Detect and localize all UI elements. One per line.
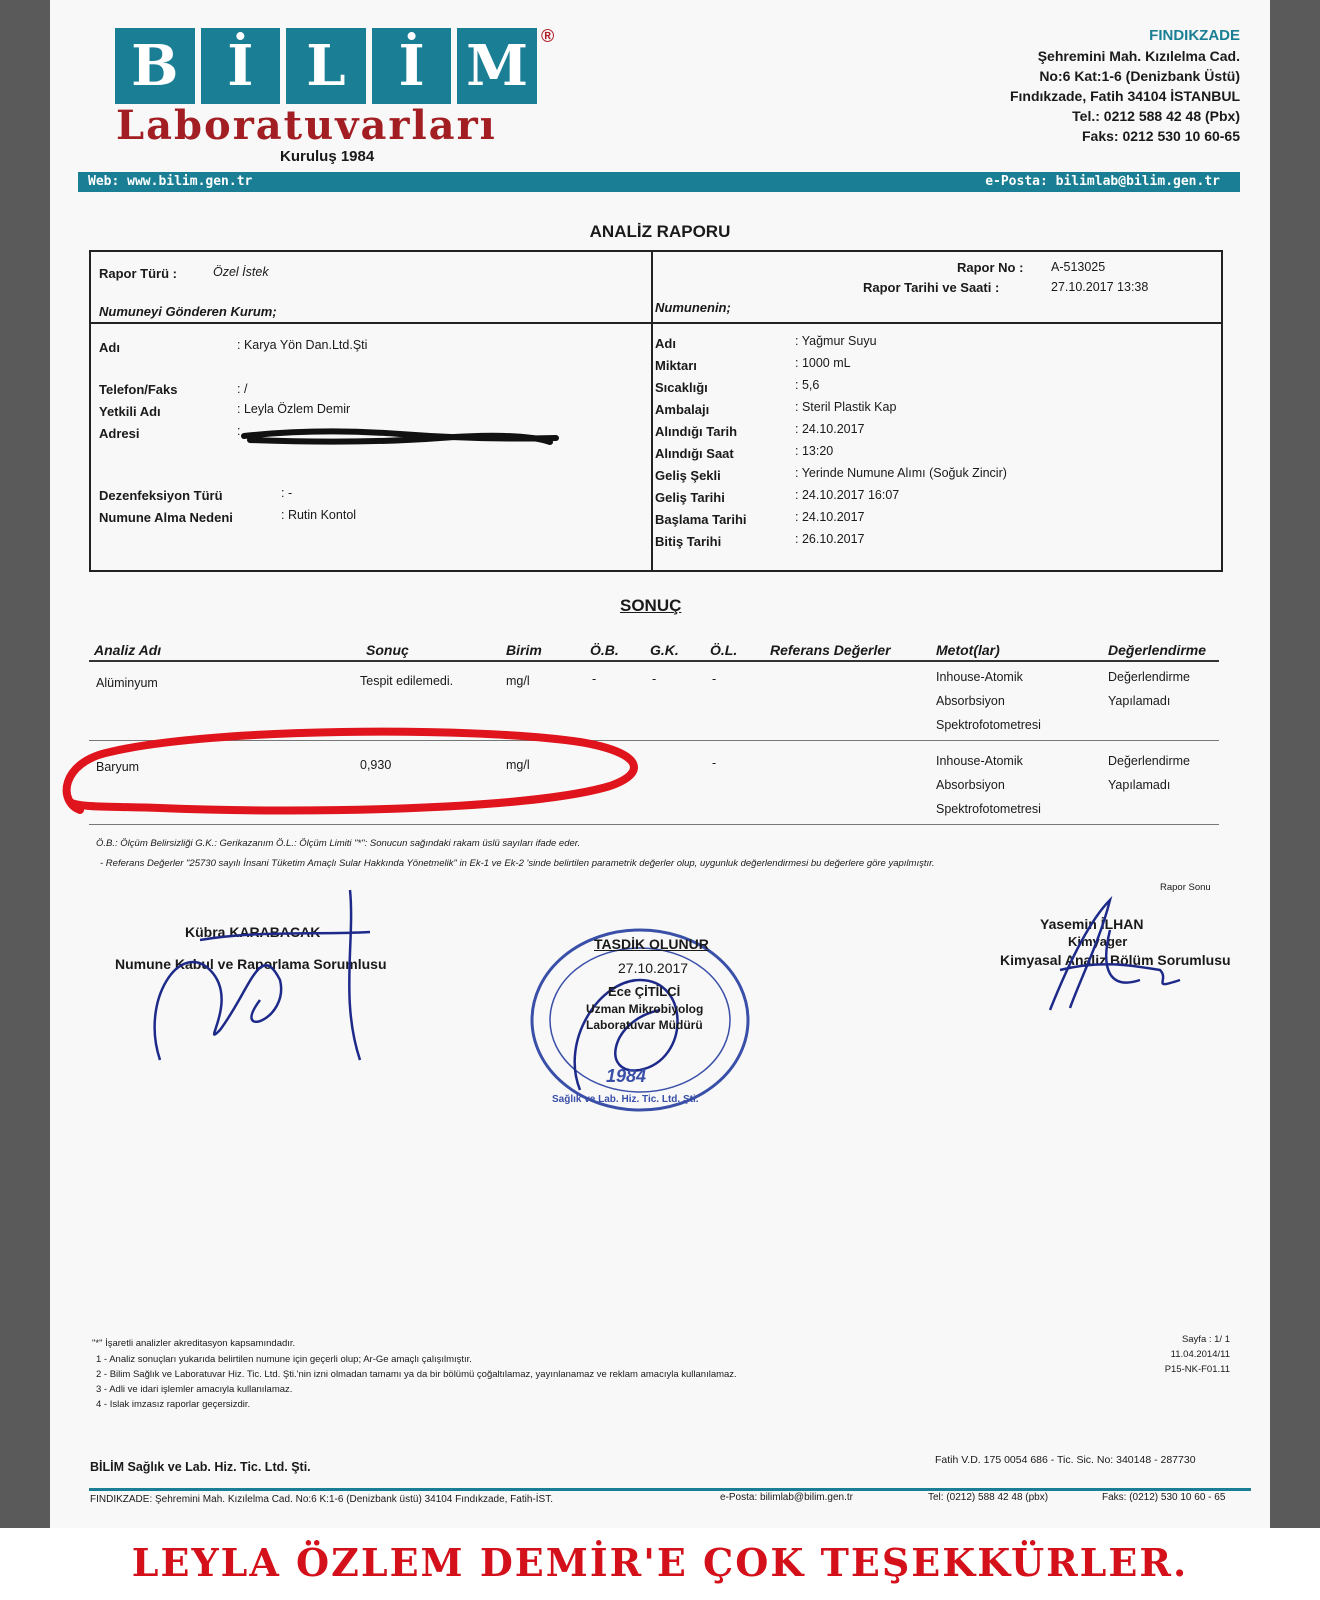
handwritten-signature-left [140,880,380,1080]
signatory-role: Numune Kabul ve Raporlama Sorumlusu [115,956,387,972]
form-code: P15-NK-F01.11 [1164,1364,1230,1375]
logo-subtitle: Laboratuvarları [116,102,497,149]
sample-field-label: Bitiş Tarihi [655,534,722,549]
footnote: 1 - Analiz sonuçları yukarıda belirtilen numune için geçerli olup; Ar-Ge amaçlı çalışılmıştır. [96,1354,472,1365]
sender-section-label: Numuneyi Gönderen Kurum; [99,304,277,319]
footer-line [89,1488,1251,1491]
phone: Tel.: 0212 588 42 48 (Pbx) [1072,108,1240,124]
result-ol: - [712,672,717,686]
result-method: Inhouse-Atomik [936,754,1023,768]
sender-contact-label: Yetkili Adı [99,404,161,419]
table-header-line [89,660,1219,662]
col-ol: Ö.L. [710,642,738,658]
sender-phone-value: : / [237,382,248,396]
sample-field-value: : 24.10.2017 16:07 [795,488,900,502]
sample-field-label: Geliş Tarihi [655,490,725,505]
report-type-label: Rapor Türü : [99,266,177,281]
result-value: 0,930 [360,758,392,772]
disinfection-label: Dezenfeksiyon Türü [99,488,223,503]
report-no-label: Rapor No : [957,260,1024,275]
col-gk: G.K. [650,642,679,658]
sample-field-value: : Yerinde Numune Alımı (Soğuk Zincir) [795,466,1007,480]
logo-letter: İ [201,28,281,104]
footnote: 4 - Islak imzasız raporlar geçersizdir. [96,1399,251,1410]
results-title: SONUÇ [620,596,682,615]
company-logo [115,28,537,104]
sender-address-label: Adresi [99,426,140,441]
result-ol: - [712,756,717,770]
stamp-role: Laboratuvar Müdürü [586,1018,703,1032]
footnote: 3 - Adli ve idari işlemler amacıyla kullanılamaz. [96,1384,293,1395]
sampling-reason-label: Numune Alma Nedeni [99,510,233,525]
logo-letter: B [115,28,195,104]
abbreviation-legend: Ö.B.: Ölçüm Belirsizliği G.K.: Gerikazanım Ö.L.: Ölçüm Limiti "*": Sonucun sağındaki rakam üslü sayıları ifade eder. [96,838,581,849]
fax: Faks: 0212 530 10 60-65 [1081,128,1240,144]
footer-email: e-Posta: bilimlab@bilim.gen.tr [720,1492,853,1503]
stamp-date: 27.10.2017 [618,960,689,976]
sender-name-value: : Karya Yön Dan.Ltd.Şti [237,338,368,352]
report-date-label: Rapor Tarihi ve Saati : [863,280,1000,295]
red-highlight-circle [50,722,650,822]
report-title: ANALİZ RAPORU [589,222,731,241]
handwritten-signature-right [1040,880,1200,1020]
col-evaluation: Değerlendirme [1108,642,1207,658]
footnote: 2 - Bilim Sağlık ve Laboratuvar Hiz. Tic. Ltd. Şti.'nin izni olmadan tamamı ya da bir bölümü çoğaltılamaz, yayınlanamaz ve reklam amacıyla kullanılamaz. [96,1369,737,1380]
sender-phone-label: Telefon/Faks [99,382,178,397]
sampling-reason-value: : Rutin Kontol [281,508,357,522]
sample-field-label: Geliş Şekli [655,468,721,483]
signatory-role: Kimyasal Analiz Bölüm Sorumlusu [1000,952,1231,968]
form-date: 11.04.2014/11 [1170,1349,1230,1360]
sample-field-value: : 24.10.2017 [795,510,865,524]
sample-section-label: Numunenin; [655,300,731,315]
result-ob: - [592,672,597,686]
sample-field-value: : 1000 mL [795,356,851,370]
result-gk: - [652,672,657,686]
col-ob: Ö.B. [590,642,619,658]
sample-field-label: Miktarı [655,358,697,373]
col-analysis-name: Analiz Adı [94,642,162,658]
address-line: No:6 Kat:1-6 (Denizbank Üstü) [1039,68,1240,84]
signatory-name: Kübra KARABACAK [185,924,321,940]
disinfection-value: : - [281,486,293,500]
signatory-name: Yasemin İLHAN [1040,916,1144,932]
sample-field-label: Başlama Tarihi [655,512,747,527]
sample-field-value: : Yağmur Suyu [795,334,877,348]
stamp-name: Ece ÇİTİLCİ [608,984,681,999]
website: Web: www.bilim.gen.tr [88,174,253,189]
result-name: Baryum [96,760,140,774]
sample-field-label: Alındığı Saat [655,446,734,461]
sample-field-label: Alındığı Tarih [655,424,738,439]
result-evaluation: Değerlendirme [1108,670,1190,684]
sample-field-label: Adı [655,336,676,351]
redaction-scribble [240,426,560,448]
stamp-role: Uzman Mikrobiyolog [586,1002,704,1016]
sample-field-value: : 5,6 [795,378,820,392]
sample-field-value: : Steril Plastik Kap [795,400,897,414]
result-method: Spektrofotometresi [936,718,1041,732]
sender-contact-value: : Leyla Özlem Demir [237,402,351,416]
stamp-seal-text: Sağlık ve Lab. Hiz. Tic. Ltd. Şti. [552,1094,699,1105]
sample-field-label: Sıcaklığı [655,380,708,395]
contact-banner [78,172,1240,192]
col-result: Sonuç [366,642,409,658]
sender-name-label: Adı [99,340,120,355]
logo-letter: L [286,28,366,104]
address-line: Fındıkzade, Fatih 34104 İSTANBUL [1009,88,1240,104]
sample-field-value: : 24.10.2017 [795,422,865,436]
result-method: Absorbsiyon [936,694,1005,708]
col-method: Metot(lar) [936,642,1000,658]
divider [91,322,1221,324]
result-method: Absorbsiyon [936,778,1005,792]
report-end: Rapor Sonu [1160,882,1211,893]
page-number: Sayfa : 1/ 1 [1181,1334,1230,1345]
result-method: Inhouse-Atomik [936,670,1023,684]
footer-phone: Tel: (0212) 588 42 48 (pbx) [928,1492,1049,1503]
sample-field-label: Ambalajı [655,402,710,417]
stamp-title: TASDİK OLUNUR [594,936,709,952]
signatory-title: Kimyager [1068,934,1128,949]
stamp-year: 1984 [606,1066,647,1086]
report-no-value: A-513025 [1051,260,1106,274]
result-unit: mg/l [506,758,530,772]
logo-letter: M [457,28,537,104]
result-method: Spektrofotometresi [936,802,1041,816]
company-address [1010,26,1240,146]
registered-mark: ® [541,26,555,46]
logo-letter: İ [372,28,452,104]
founded-year: Kuruluş 1984 [280,148,375,165]
result-evaluation: Yapılamadı [1108,778,1171,792]
divider [651,252,653,570]
footer-tax: Fatih V.D. 175 0054 686 - Tic. Sic. No: 340148 - 287730 [935,1454,1196,1466]
sample-field-value: : 13:20 [795,444,834,458]
result-name: Alüminyum [96,676,158,690]
result-value: Tespit edilemedi. [360,674,454,688]
thanks-caption: LEYLA ÖZLEM DEMİR'E ÇOK TEŞEKKÜRLER. [131,1540,1189,1585]
report-info-box [89,250,1223,572]
footer-company: BİLİM Sağlık ve Lab. Hiz. Tic. Ltd. Şti. [90,1460,311,1474]
result-evaluation: Yapılamadı [1108,694,1171,708]
footnote: "*" İşaretli analizler akreditasyon kapsamındadır. [92,1338,296,1349]
sender-address-value: : [237,424,241,438]
report-date-value: 27.10.2017 13:38 [1051,280,1149,294]
report-type-value: Özel İstek [213,265,269,279]
reference-note: - Referans Değerler "25730 sayılı İnsani Tüketim Amaçlı Sular Hakkında Yönetmelik" in Ek-1 ve Ek-2 'sinde belirtilen parametrik değerler olup, uygunluk değerlendirmesi bu değerlere göre yapılmıştır. [100,858,935,869]
address-line: Şehremini Mah. Kızılelma Cad. [1037,48,1240,64]
branch-name: FINDIKZADE [1149,27,1240,44]
email: e-Posta: bilimlab@bilim.gen.tr [985,174,1220,189]
row-separator [89,824,1219,825]
col-reference: Referans Değerler [770,642,891,658]
sample-field-value: : 26.10.2017 [795,532,865,546]
footer-fax: Faks: (0212) 530 10 60 - 65 [1102,1492,1226,1503]
footer-address: FINDIKZADE: Şehremini Mah. Kızılelma Cad. No:6 K:1-6 (Denizbank üstü) 34104 Fındıkzade, Fatih-İST. [90,1494,553,1505]
col-unit: Birim [506,642,542,658]
result-unit: mg/l [506,674,530,688]
result-evaluation: Değerlendirme [1108,754,1190,768]
